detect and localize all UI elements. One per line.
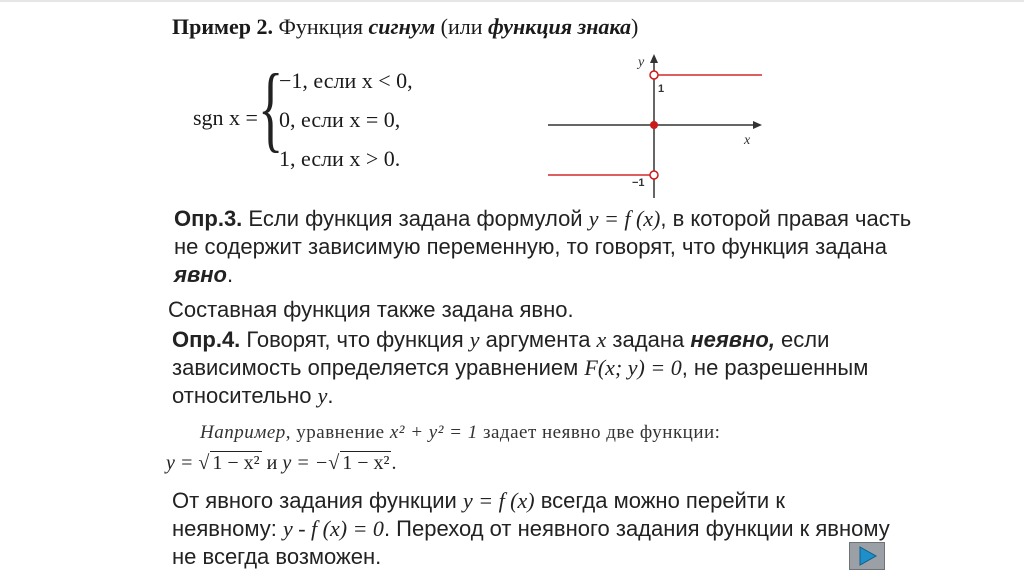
sgn-formula-lhs: sgn x = [193,105,258,130]
explicit-implicit-transition: От явного задания функции y = f (x) всегда можно перейти к неявному: y - f (x) = 0. Переход от неявного задания функции к явному не всегда возможен. [172,488,890,569]
sgn-case-zero: 0, если x = 0, [279,107,401,132]
y-axis-label: y [638,55,645,70]
example-number: Пример 2. [172,14,274,39]
circle-equation: x² + y² = 1 [389,422,478,443]
sqrt-symbol: √ [328,452,340,474]
sgn-case-negative: −1, если x < 0, [279,68,413,93]
example-title: Пример 2. Функция сигнум (или функция знака) [172,14,639,39]
radicand-2: 1 − x² [342,452,390,474]
next-slide-button[interactable] [849,542,885,570]
radicand-1: 1 − x² [212,452,260,474]
x-axis-label: x [744,133,751,148]
y-axis-arrow [650,54,658,63]
example-line: Например, уравнение x² + y² = 1 задает неявно две функции: [200,422,721,443]
tick-label-1: 1 [658,83,665,95]
x-axis-arrow [753,121,762,129]
filled-point-origin [650,121,658,129]
cases-brace: { [258,54,284,161]
play-next-icon [850,543,884,569]
open-point-top [650,71,658,79]
sgn-case-positive: 1, если x > 0. [279,146,401,171]
sqrt-symbol: √ [198,452,210,474]
definition-4: Опр.4. Говорят, что функция y аргумента x задана неявно, если зависимость определяется уравнением F(x; y) = 0, не разрешенным относительно y. [172,327,869,408]
open-point-bottom [650,171,658,179]
composite-function-note: Составная функция также задана явно. [168,297,574,322]
implicit-functions: y = √ 1 − x² и y = −√ 1 − x² . [166,452,397,474]
sign-function-graph [540,48,770,208]
top-border [0,0,1024,2]
tick-label-minus-1: −1 [632,177,645,189]
definition-3: Опр.3. Если функция задана формулой y = f (x), в которой правая часть не содержит зависимую переменную, то говорят, что функция задана явно. [174,206,912,287]
